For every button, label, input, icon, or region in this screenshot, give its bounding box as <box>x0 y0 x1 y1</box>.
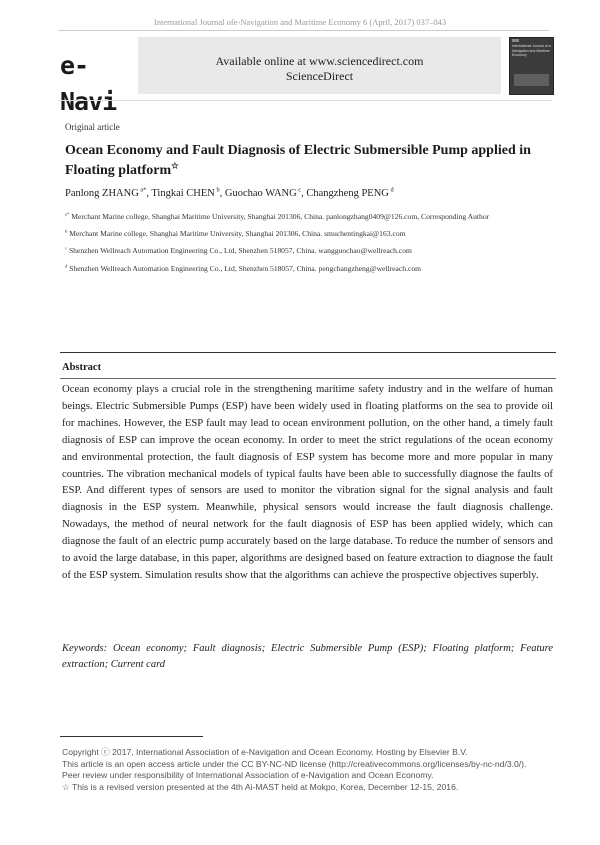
journal-cover-image <box>509 37 554 95</box>
journal-header: International Journal ofe-Navigation and Maritime Economy 6 (April, 2017) 037–043 <box>153 17 447 27</box>
affiliation <box>65 212 489 221</box>
author-name: Guochao WANG <box>224 188 297 199</box>
logo-text: e-Navi <box>60 51 117 116</box>
copyright-line: Copyright ⓒ 2017, International Association of e-Navigation and Ocean Economy. Hosting by Elsevier B.V. <box>62 747 468 757</box>
affiliation-mark: d <box>65 263 68 269</box>
availability-banner <box>138 37 501 94</box>
article-type: Original article <box>65 122 120 132</box>
footnote-divider <box>60 736 203 737</box>
author-affiliation-mark: a* <box>140 186 147 194</box>
peer-review-line: Peer review under responsibility of International Association of e-Navigation and Ocean Economy. <box>62 770 434 780</box>
affiliation <box>65 229 406 238</box>
cover-title: International Journal of e-Navigation and Maritime Economy <box>512 44 552 57</box>
author-affiliation-mark: d <box>390 186 394 194</box>
affiliation-text: Shenzhen Wellreach Automation Engineering Co., Ltd, Shenzhen 518057, China. wangguochao@wellreach.com <box>68 246 412 255</box>
header-divider <box>58 30 549 31</box>
author-name: Panlong ZHANG <box>65 188 139 199</box>
abstract-heading: Abstract <box>62 362 102 373</box>
author-affiliation-mark: b <box>216 186 220 194</box>
affiliation-text: Merchant Marine college, Shanghai Maritime University, Shanghai 201306, China. smuchentingkai@163.com <box>69 229 406 238</box>
affiliation <box>65 264 421 273</box>
revision-footnote-mark: ☆ <box>62 781 70 792</box>
cover-graphic <box>514 74 549 86</box>
affiliation-mark: a* <box>65 211 70 217</box>
keywords: Keywords: Ocean economy; Fault diagnosis; Electric Submersible Pump (ESP); Floating platform; Feature extraction; Current card <box>62 643 553 670</box>
author-list: Panlong ZHANG $^{a*}$, Tingkai CHEN $^b$, Guochao WANG $^c$, Changzheng PENG $^d$ <box>65 186 394 199</box>
article-title <box>65 141 557 181</box>
journal-logo <box>60 48 136 116</box>
author-affiliation-mark: c <box>298 186 302 194</box>
abstract-heading-rule <box>60 378 556 379</box>
affiliation-mark: c <box>65 245 68 251</box>
affiliation-mark: b <box>65 228 68 234</box>
author-name: Changzheng PENG <box>306 188 389 199</box>
author-name: Tingkai CHEN <box>151 188 215 199</box>
license-line: This article is an open access article under the CC BY-NC-ND license (http://creativecommons.org/licenses/by-nc-nd/3.0/). <box>62 758 527 769</box>
revision-note-line <box>62 782 562 794</box>
affiliation <box>65 246 412 255</box>
affiliation-text: Shenzhen Wellreach Automation Engineering Co., Ltd, Shenzhen 518057, China. pengchangzheng@wellreach.com <box>69 264 422 273</box>
availability-url: Available online at www.sciencedirect.com <box>215 54 424 68</box>
sciencedirect-label: ScienceDirect <box>285 69 354 83</box>
revision-note-text: This is a revised version presented at the 4th Ai-MAST held at Mokpo, Korea, December 12-15, 2016. <box>71 781 459 792</box>
article-title-text: Ocean Economy and Fault Diagnosis of Electric Submersible Pump applied in Floating platform <box>65 143 531 178</box>
affiliation-text: Merchant Marine college, Shanghai Maritime University, Shanghai 201306, China. panlongzhang0409@126.com, Corresponding Author <box>71 212 490 221</box>
footnotes <box>62 747 562 793</box>
abstract-top-rule <box>60 352 556 353</box>
abstract-body: Ocean economy plays a crucial role in the strengthening maritime safety industry and in the welfare of human beings. Electric Submersible Pumps (ESP) have been widely used in floating platforms on the sea to provide oil for machines. However, the ESP fault may lead to ocean environment pollution, on the other hand, a timely fault diagnosis of ESP can improve the ocean economy. In order to meet the strict regulations of the ocean economy and environmental protection, the fault diagnosis of ESP system has become more and more popular in many countries. The vibration mechanical models of typical faults have been able to successfully diagnose the faults of ESP. And different types of sensors are used to monitor the vibration signal for the signal analysis and fault diagnosis in the ESP system. Meanwhile, physical sensors would increase the fault diagnosis challenge. Nowadays, the method of neural network for the fault diagnosis of ESP has been applied widely, which can diagnose the fault of an electric pump accurately based on the large database. To reduce the number of sensors and to avoid the large database, in this paper, algorithms are designed based on feature extraction to diagnose the fault of the ESP system. Simulation results show that the algorithms can achieve the prospective objectives superbly. <box>62 383 553 581</box>
header-bottom-divider <box>58 100 552 101</box>
title-footnote-mark: ☆ <box>171 161 179 171</box>
cover-logo-mark <box>512 39 519 42</box>
